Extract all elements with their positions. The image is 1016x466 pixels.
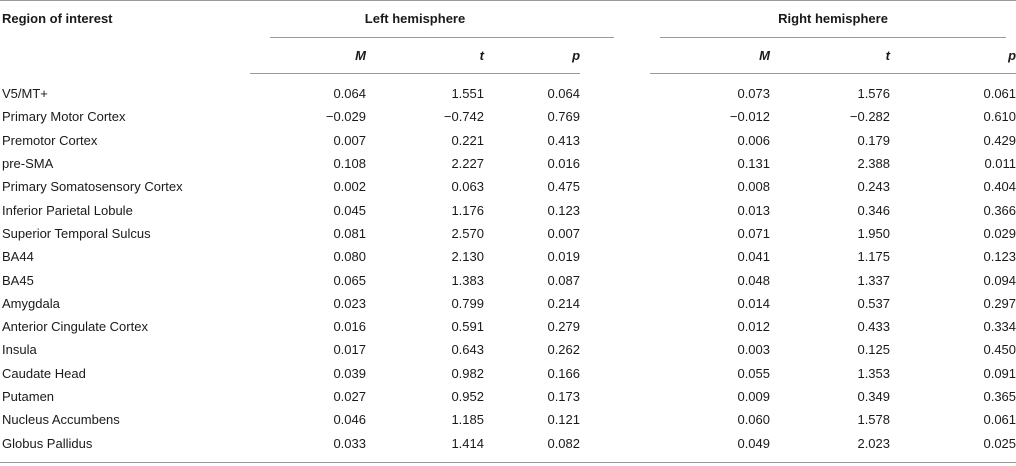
region-name: pre-SMA xyxy=(2,156,54,172)
cell-left-m: 0.080 xyxy=(333,249,366,265)
right-hemisphere-header: Right hemisphere xyxy=(778,11,888,26)
cell-right-p: 0.366 xyxy=(983,202,1016,218)
column-spacer xyxy=(580,74,650,106)
header-row-groups xyxy=(0,0,1016,37)
table-row xyxy=(0,338,1016,361)
cell-left-m: 0.016 xyxy=(333,319,366,335)
column-spacer xyxy=(580,245,650,268)
region-name: Amygdala xyxy=(2,295,60,311)
cell-left-m: 0.045 xyxy=(333,202,366,218)
cell-right-p: 0.297 xyxy=(983,295,1016,311)
col-header-left-t: t xyxy=(366,37,484,74)
cell-left-t: 0.063 xyxy=(451,179,484,195)
cell-left-t: 1.551 xyxy=(451,86,484,102)
table-row xyxy=(0,245,1016,268)
cell-right-m: 0.012 xyxy=(737,319,771,335)
column-spacer xyxy=(580,315,650,338)
column-spacer xyxy=(580,105,650,128)
cell-right-t: 1.175 xyxy=(857,249,891,265)
region-name: Anterior Cingulate Cortex xyxy=(2,319,148,335)
cell-right-p: 0.061 xyxy=(983,412,1016,428)
cell-right-t: 1.353 xyxy=(857,365,891,381)
cell-right-m: 0.049 xyxy=(737,435,771,451)
cell-left-t: 2.570 xyxy=(451,225,484,241)
table-row xyxy=(0,152,1016,175)
cell-left-p: 0.413 xyxy=(547,132,581,148)
table-row xyxy=(0,74,1016,106)
cell-left-p: 0.214 xyxy=(547,295,581,311)
cell-left-t: 0.952 xyxy=(451,389,484,404)
cell-right-t: 0.433 xyxy=(857,319,891,335)
cell-right-t: 2.023 xyxy=(857,435,891,451)
cell-right-t: 1.576 xyxy=(857,86,891,102)
region-name: Caudate Head xyxy=(2,365,86,381)
cell-right-p: 0.094 xyxy=(983,272,1016,288)
column-spacer xyxy=(580,175,650,198)
cell-right-p: 0.091 xyxy=(983,365,1016,381)
left-hemisphere-header: Left hemisphere xyxy=(364,11,466,26)
cell-right-t: 0.346 xyxy=(857,202,891,218)
region-name: Insula xyxy=(2,342,37,358)
cell-right-p: 0.450 xyxy=(983,342,1016,358)
cell-right-m: 0.048 xyxy=(737,272,771,288)
cell-left-t: 1.185 xyxy=(451,412,484,428)
cell-right-m: 0.073 xyxy=(737,86,771,102)
cell-right-m: 0.041 xyxy=(737,249,771,265)
cell-left-p: 0.769 xyxy=(547,109,581,125)
cell-left-m: 0.007 xyxy=(333,132,366,148)
region-name: Nucleus Accumbens xyxy=(2,412,120,428)
cell-left-t: −0.742 xyxy=(443,109,484,125)
cell-right-m: 0.131 xyxy=(737,156,771,172)
cell-right-t: 0.179 xyxy=(857,132,891,148)
table-row xyxy=(0,268,1016,291)
region-name: Inferior Parietal Lobule xyxy=(2,202,133,218)
cell-left-t: 2.227 xyxy=(451,156,484,172)
cell-left-t: 1.414 xyxy=(451,435,484,451)
cell-left-p: 0.475 xyxy=(547,179,581,195)
cell-right-t: 1.950 xyxy=(857,225,891,241)
right-hemisphere-underline xyxy=(660,37,1006,38)
cell-right-t: 0.125 xyxy=(857,342,891,358)
cell-right-m: 0.009 xyxy=(737,389,771,404)
cell-left-m: 0.065 xyxy=(333,272,366,288)
column-spacer xyxy=(580,338,650,361)
table-row xyxy=(0,105,1016,128)
cell-right-p: 0.610 xyxy=(983,109,1016,125)
cell-left-t: 0.221 xyxy=(451,132,484,148)
cell-right-m: −0.012 xyxy=(729,109,771,125)
cell-left-t: 1.176 xyxy=(451,202,484,218)
cell-right-m: 0.014 xyxy=(737,295,771,311)
region-name: BA44 xyxy=(2,249,34,265)
region-name: V5/MT+ xyxy=(2,85,48,101)
cell-right-p: 0.365 xyxy=(983,389,1016,404)
cell-right-m: 0.006 xyxy=(737,132,771,148)
cell-left-p: 0.166 xyxy=(547,365,581,381)
cell-left-p: 0.007 xyxy=(547,225,581,241)
column-spacer xyxy=(580,222,650,245)
cell-left-p: 0.123 xyxy=(547,202,581,218)
column-spacer xyxy=(580,408,650,431)
region-name: Globus Pallidus xyxy=(2,435,93,451)
cell-right-m: 0.055 xyxy=(737,365,771,381)
cell-left-p: 0.082 xyxy=(547,435,581,451)
cell-right-t: 0.537 xyxy=(857,295,891,311)
cell-left-m: 0.033 xyxy=(333,435,366,451)
column-spacer xyxy=(580,152,650,175)
col-header-right-t: t xyxy=(770,37,890,74)
cell-left-t: 2.130 xyxy=(451,249,484,265)
cell-right-t: 2.388 xyxy=(857,156,891,172)
cell-right-p: 0.061 xyxy=(983,86,1016,102)
cell-left-m: 0.039 xyxy=(333,365,366,381)
region-name: Putamen xyxy=(2,389,55,404)
table-row xyxy=(0,431,1016,454)
cell-left-m: 0.002 xyxy=(333,179,366,195)
cell-right-m: 0.008 xyxy=(737,179,771,195)
cell-right-t: 0.349 xyxy=(857,389,891,404)
bottom-rule xyxy=(0,462,1016,463)
cell-right-t: 1.578 xyxy=(857,412,891,428)
col-header-left-p: p xyxy=(484,37,580,74)
cell-right-p: 0.029 xyxy=(983,225,1016,241)
header-row-stats xyxy=(0,37,1016,74)
cell-right-t: −0.282 xyxy=(849,109,891,125)
cell-left-t: 0.982 xyxy=(451,365,484,381)
cell-right-t: 0.243 xyxy=(857,179,891,195)
column-spacer xyxy=(580,198,650,221)
cell-right-t: 1.337 xyxy=(857,272,891,288)
column-spacer xyxy=(580,129,650,152)
cell-left-m: 0.017 xyxy=(333,342,366,358)
cell-left-t: 0.643 xyxy=(451,342,484,358)
table-row xyxy=(0,175,1016,198)
cell-right-m: 0.071 xyxy=(737,225,771,241)
cell-left-m: −0.029 xyxy=(325,109,366,125)
col-header-left-m: M xyxy=(250,37,366,74)
cell-left-p: 0.121 xyxy=(547,412,581,428)
cell-left-p: 0.279 xyxy=(547,319,581,335)
table-row xyxy=(0,222,1016,245)
left-hemisphere-underline xyxy=(270,37,614,38)
column-spacer xyxy=(580,362,650,385)
cell-right-p: 0.404 xyxy=(983,179,1016,195)
cell-left-m: 0.046 xyxy=(333,412,366,428)
table-row xyxy=(0,385,1016,408)
cell-left-p: 0.016 xyxy=(547,156,581,172)
cell-left-t: 0.591 xyxy=(451,319,484,335)
cell-left-p: 0.262 xyxy=(547,342,581,358)
column-spacer xyxy=(580,268,650,291)
region-name: Primary Motor Cortex xyxy=(2,109,126,125)
region-name: Premotor Cortex xyxy=(2,132,98,148)
table-row xyxy=(0,292,1016,315)
column-spacer xyxy=(580,292,650,315)
column-spacer xyxy=(580,431,650,454)
cell-left-m: 0.108 xyxy=(333,156,366,172)
cell-right-p: 0.025 xyxy=(983,435,1016,451)
cell-right-p: 0.123 xyxy=(983,249,1016,265)
cell-left-p: 0.064 xyxy=(547,86,581,102)
region-name: Primary Somatosensory Cortex xyxy=(2,179,183,195)
cell-left-p: 0.173 xyxy=(547,389,581,404)
cell-right-m: 0.013 xyxy=(737,202,771,218)
cell-right-p: 0.334 xyxy=(983,319,1016,335)
table-row xyxy=(0,198,1016,221)
region-name: Superior Temporal Sulcus xyxy=(2,225,151,241)
table-row xyxy=(0,408,1016,431)
region-header: Region of interest xyxy=(2,11,113,26)
col-header-right-p: p xyxy=(890,37,1016,74)
cell-left-m: 0.027 xyxy=(333,389,366,404)
cell-right-m: 0.003 xyxy=(737,342,771,358)
cell-left-p: 0.087 xyxy=(547,272,581,288)
table-row xyxy=(0,129,1016,152)
cell-right-p: 0.429 xyxy=(983,132,1016,148)
table-row xyxy=(0,315,1016,338)
cell-left-t: 1.383 xyxy=(451,272,484,288)
column-spacer xyxy=(580,385,650,408)
cell-right-m: 0.060 xyxy=(737,412,771,428)
region-name: BA45 xyxy=(2,272,34,288)
cell-right-p: 0.011 xyxy=(984,156,1016,172)
cell-left-p: 0.019 xyxy=(547,249,581,265)
table-row xyxy=(0,362,1016,385)
cell-left-m: 0.023 xyxy=(333,295,366,311)
cell-left-m: 0.064 xyxy=(333,86,366,102)
cell-left-m: 0.081 xyxy=(333,225,366,241)
col-header-right-m: M xyxy=(650,37,770,74)
cell-left-t: 0.799 xyxy=(451,295,484,311)
